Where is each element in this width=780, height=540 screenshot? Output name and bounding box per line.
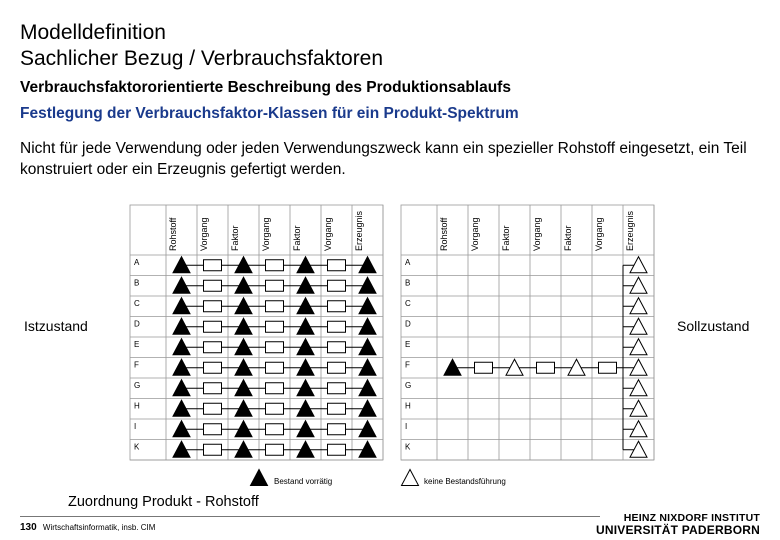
ist-label: Istzustand	[24, 318, 88, 334]
soll-column-header: Vorgang	[532, 217, 542, 251]
ist-column-header: Rohstoff	[168, 217, 178, 251]
soll-column-header: Faktor	[501, 225, 511, 251]
ist-row-label: B	[134, 278, 140, 288]
ist-process-box	[204, 383, 222, 394]
ist-process-box	[204, 342, 222, 353]
soll-row-label: D	[405, 319, 411, 329]
ist-process-box	[204, 280, 222, 291]
ist-process-box	[266, 362, 284, 373]
ist-column-header: Faktor	[292, 225, 302, 251]
ist-row-label: K	[134, 442, 140, 452]
soll-row-label: K	[405, 442, 411, 452]
ist-row-label: I	[134, 422, 137, 431]
ist-process-box	[328, 301, 346, 312]
soll-column-header: Faktor	[563, 225, 573, 251]
ist-process-box	[328, 424, 346, 435]
ist-process-box	[204, 321, 222, 332]
subtitle: Verbrauchsfaktororientierte Beschreibung des Produktionsablaufs	[20, 79, 511, 96]
ist-process-box	[204, 301, 222, 312]
legend-filled-label: Bestand vorrätig	[274, 477, 333, 486]
ist-process-box	[204, 362, 222, 373]
ist-process-box	[266, 301, 284, 312]
soll-row-label: C	[405, 299, 411, 308]
logo-line-1: HEINZ NIXDORF INSTITUT	[623, 512, 760, 524]
legend-empty-icon	[402, 470, 419, 486]
section-title: Festlegung der Verbrauchsfaktor-Klassen für ein Produkt-Spektrum	[20, 105, 519, 122]
ist-process-box	[328, 403, 346, 414]
ist-column-header: Faktor	[230, 225, 240, 251]
ist-process-box	[328, 383, 346, 394]
ist-process-box	[328, 260, 346, 271]
footer	[20, 522, 155, 533]
soll-row-label: B	[405, 278, 411, 288]
soll-row-label: E	[405, 340, 411, 349]
intro-text: Nicht für jede Verwendung oder jeden Verwendungszweck kann ein spezieller Rohstoff eingesetzt, ein Teil konstruiert oder ein Erzeugnis gefertigt werden.	[20, 140, 747, 178]
ist-column-header: Vorgang	[199, 217, 209, 251]
footer-divider	[20, 516, 600, 517]
ist-process-box	[266, 342, 284, 353]
ist-process-box	[328, 280, 346, 291]
ist-column-header: Vorgang	[261, 217, 271, 251]
title-line-2: Sachlicher Bezug / Verbrauchsfaktoren	[20, 47, 384, 70]
soll-row-label: I	[405, 422, 408, 431]
soll-row-label: H	[405, 401, 411, 411]
ist-row-label: G	[134, 381, 141, 390]
soll-process-box	[537, 362, 555, 373]
ist-process-box	[266, 403, 284, 414]
ist-process-box	[266, 280, 284, 291]
ist-process-box	[204, 424, 222, 435]
caption: Zuordnung Produkt - Rohstoff	[68, 494, 259, 510]
ist-process-box	[328, 321, 346, 332]
legend-empty-label: keine Bestandsführung	[424, 477, 506, 486]
legend-filled-icon	[251, 470, 268, 486]
ist-process-box	[266, 444, 284, 455]
ist-row-label: C	[134, 299, 140, 308]
ist-process-box	[266, 321, 284, 332]
ist-row-label: D	[134, 319, 140, 329]
soll-row-label: A	[405, 258, 411, 267]
soll-process-box	[475, 362, 493, 373]
ist-row-label: A	[134, 258, 140, 267]
soll-column-header: Rohstoff	[439, 217, 449, 251]
institute-logo	[596, 512, 760, 536]
ist-process-box	[328, 342, 346, 353]
ist-process-box	[266, 383, 284, 394]
soll-column-header: Erzeugnis	[625, 210, 635, 251]
ist-process-box	[204, 444, 222, 455]
ist-row-label: E	[134, 340, 140, 349]
ist-process-box	[328, 362, 346, 373]
page-number: 130	[20, 522, 37, 533]
soll-column-header: Vorgang	[470, 217, 480, 251]
soll-column-header: Vorgang	[594, 217, 604, 251]
course-name: Wirtschaftsinformatik, insb. CIM	[42, 523, 156, 532]
ist-process-box	[266, 424, 284, 435]
soll-row-label: G	[405, 381, 412, 390]
ist-row-label: H	[134, 401, 140, 411]
ist-column-header: Erzeugnis	[354, 210, 364, 251]
ist-process-box	[204, 260, 222, 271]
title-line-1: Modelldefinition	[20, 21, 166, 44]
logo-line-2: UNIVERSITÄT PADERBORN	[596, 523, 760, 537]
soll-row-label: F	[405, 360, 410, 370]
ist-column-header: Vorgang	[323, 217, 333, 251]
soll-label: Sollzustand	[677, 318, 750, 334]
soll-process-box	[599, 362, 617, 373]
ist-row-label: F	[134, 360, 139, 370]
ist-process-box	[266, 260, 284, 271]
ist-process-box	[328, 444, 346, 455]
ist-process-box	[204, 403, 222, 414]
